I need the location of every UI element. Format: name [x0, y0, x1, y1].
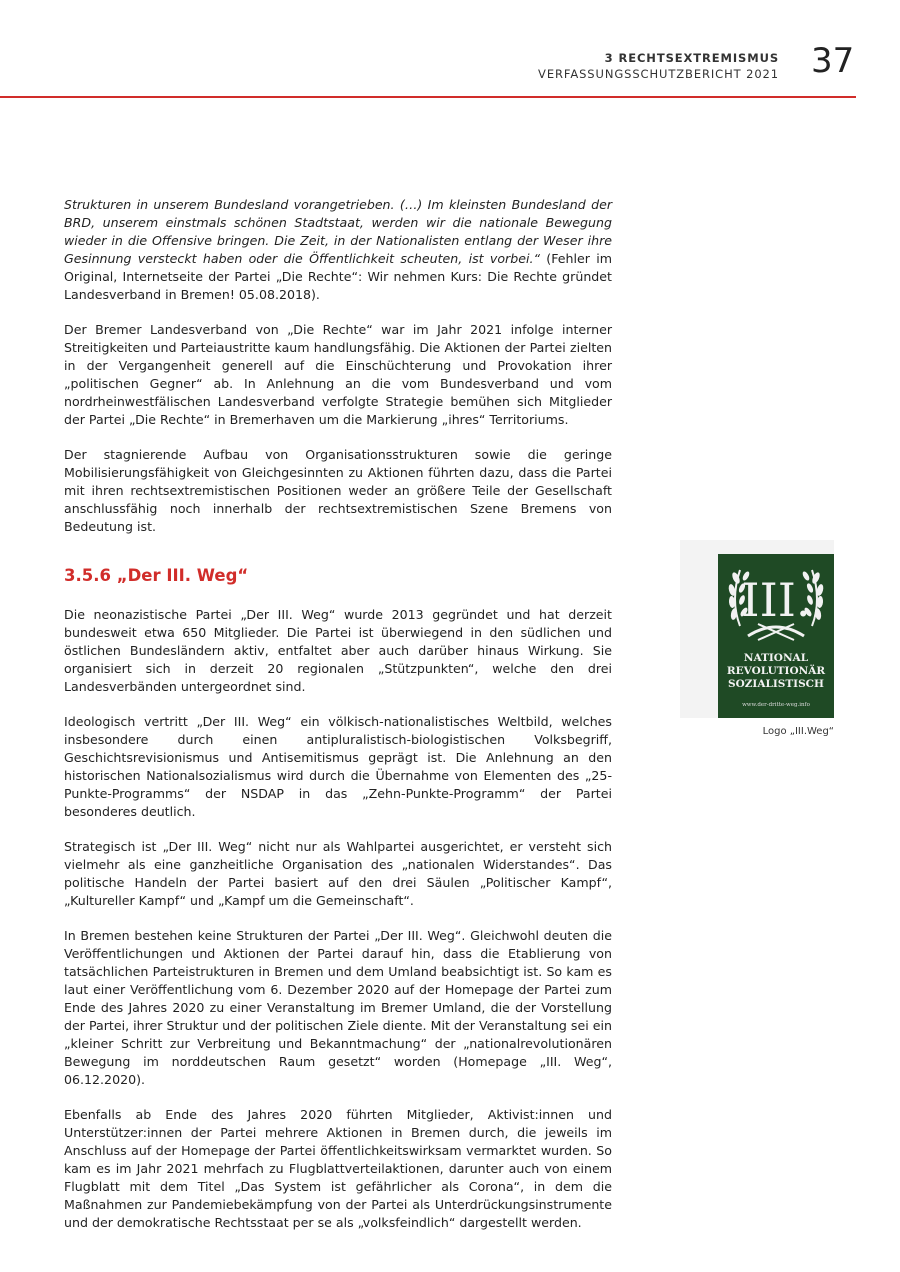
paragraph: Ideologisch vertritt „Der III. Weg“ ein völkisch-nationalistisches Weltbild, welches insbesondere durch einen antipluralistisch-biologistischen Volksbegriff, Geschichtsrevisionismus und Antisemitismus geprägt ist. Die Anlehnung an den historischen Nationalsozialismus wird durch die Übernahme von Elementen des „25-Punkte-Programms“ der NSDAP in das „Zehn-Punkte-Programm“ der Partei besonderes deutlich. — [64, 714, 612, 819]
quote-source: (Fehler im Original, Internetseite der Partei „Die Rechte“: Wir nehmen Kurs: Die Rechte gründet Landesverband in Bremen! 05.08.2018). — [64, 251, 612, 302]
paragraph: Der stagnierende Aufbau von Organisationsstrukturen sowie die geringe Mobilisierungsfähigkeit von Gleichgesinnten zu Aktionen führten dazu, dass die Partei mit ihren rechtsextremistischen Positionen weder an größere Teile der Gesellschaft anschlussfähig noch innerhalb der rechtsextremistischen Szene Bremens von Bedeutung ist. — [64, 447, 612, 534]
logo-url: www.der-dritte-weg.info — [742, 702, 810, 708]
logo-line-2: REVOLUTIONÄR — [726, 665, 826, 677]
header-rule — [0, 96, 856, 98]
paragraph: Die neonazistische Partei „Der III. Weg“ wurde 2013 gegründet und hat derzeit bundesweit etwa 650 Mitglieder. Die Partei ist überwiegend in den südlichen und östlichen Bundesländern aktiv, entfaltet aber auch darüber hinaus Wirkung. Sie organisiert sich in derzeit 20 regionalen „Stützpunkten“, welche den drei Landesverbänden untergeordnet sind. — [64, 607, 612, 694]
quote-paragraph — [64, 196, 612, 304]
logo-line-3: SOZIALISTISCH — [728, 678, 824, 690]
section-heading: 3.5.6 „Der III. Weg“ — [64, 566, 249, 585]
laurel-wreath-icon — [718, 554, 834, 718]
party-logo — [718, 554, 834, 718]
running-header-report: VERFASSUNGSSCHUTZBERICHT 2021 — [538, 67, 779, 81]
paragraph: Strategisch ist „Der III. Weg“ nicht nur als Wahlpartei ausgerichtet, er versteht sich vielmehr als eine ganzheitliche Organisation des „nationalen Widerstandes“. Das politische Handeln der Partei basiert auf den drei Säulen „Politischer Kampf“, „Kultureller Kampf“ und „Kampf um die Gemeinschaft“. — [64, 839, 612, 908]
page-number: 37 — [811, 41, 855, 81]
logo-caption: Logo „III.Weg“ — [762, 726, 834, 737]
logo-figure — [680, 540, 834, 718]
logo-line-1: NATIONAL — [743, 652, 809, 664]
logo-numeral: III. — [741, 573, 811, 627]
running-header-chapter: 3 RECHTSEXTREMISMUS — [604, 51, 779, 65]
text-column — [64, 196, 612, 1249]
paragraph: Ebenfalls ab Ende des Jahres 2020 führten Mitglieder, Aktivist:innen und Unterstützer:innen der Partei mehrere Aktionen in Bremen durch, die jeweils im Anschluss auf der Homepage der Partei öffentlichkeitswirksam vermarktet wurden. So kam es im Jahr 2021 mehrfach zu Flugblattverteilaktionen, darunter auch von einem Flugblatt mit dem Titel „Das System ist gefährlicher als Corona“, in dem die Maßnahmen zur Pandemiebekämpfung von der Partei als Unterdrückungsinstrumente und der demokratische Rechtsstaat per se als „volksfeindlich“ dargestellt werden. — [64, 1107, 612, 1230]
paragraph: Der Bremer Landesverband von „Die Rechte“ war im Jahr 2021 infolge interner Streitigkeiten und Parteiaustritte kaum handlungsfähig. Die Aktionen der Partei zielten in der Vergangenheit generell auf die Einschüchterung und Provokation ihrer „politischen Gegner“ ab. In Anlehnung an die vom Bundesverband und vom nordrheinwestfälischen Landesverband verfolgte Strategie bemühen sich Mitglieder der Partei „Die Rechte“ in Bremerhaven um die Markierung „ihres“ Territoriums. — [64, 322, 612, 427]
paragraph: In Bremen bestehen keine Strukturen der Partei „Der III. Weg“. Gleichwohl deuten die Veröffentlichungen und Aktionen der Partei darauf hin, dass die Etablierung von tatsächlichen Parteistrukturen in Bremen und dem Umland beabsichtigt ist. So kam es laut einer Veröffentlichung vom 6. Dezember 2020 auf der Homepage der Partei zum Ende des Jahres 2020 zu einer Veranstaltung im Bremer Umland, die der Vorstellung der Partei, ihrer Struktur und der politischen Ziele diente. Mit der Veranstaltung sei ein „kleiner Schritt zur Verbreitung und Bekanntmachung“ der „nationalrevolutionären Bewegung im norddeutschen Raum gesetzt“ worden (Homepage „III. Weg“, 06.12.2020). — [64, 928, 612, 1087]
quote-italic: Strukturen in unserem Bundesland vorangetrieben. (…) Im kleinsten Bundesland der BRD, unserem einstmals schönen Stadtstaat, werden wir die nationale Bewegung wieder in die Offensive bringen. Die Zeit, in der Nationalisten entlang der Weser ihre Gesinnung versteckt haben oder die Öffentlichkeit scheuten, ist vorbei.“ — [64, 197, 612, 266]
